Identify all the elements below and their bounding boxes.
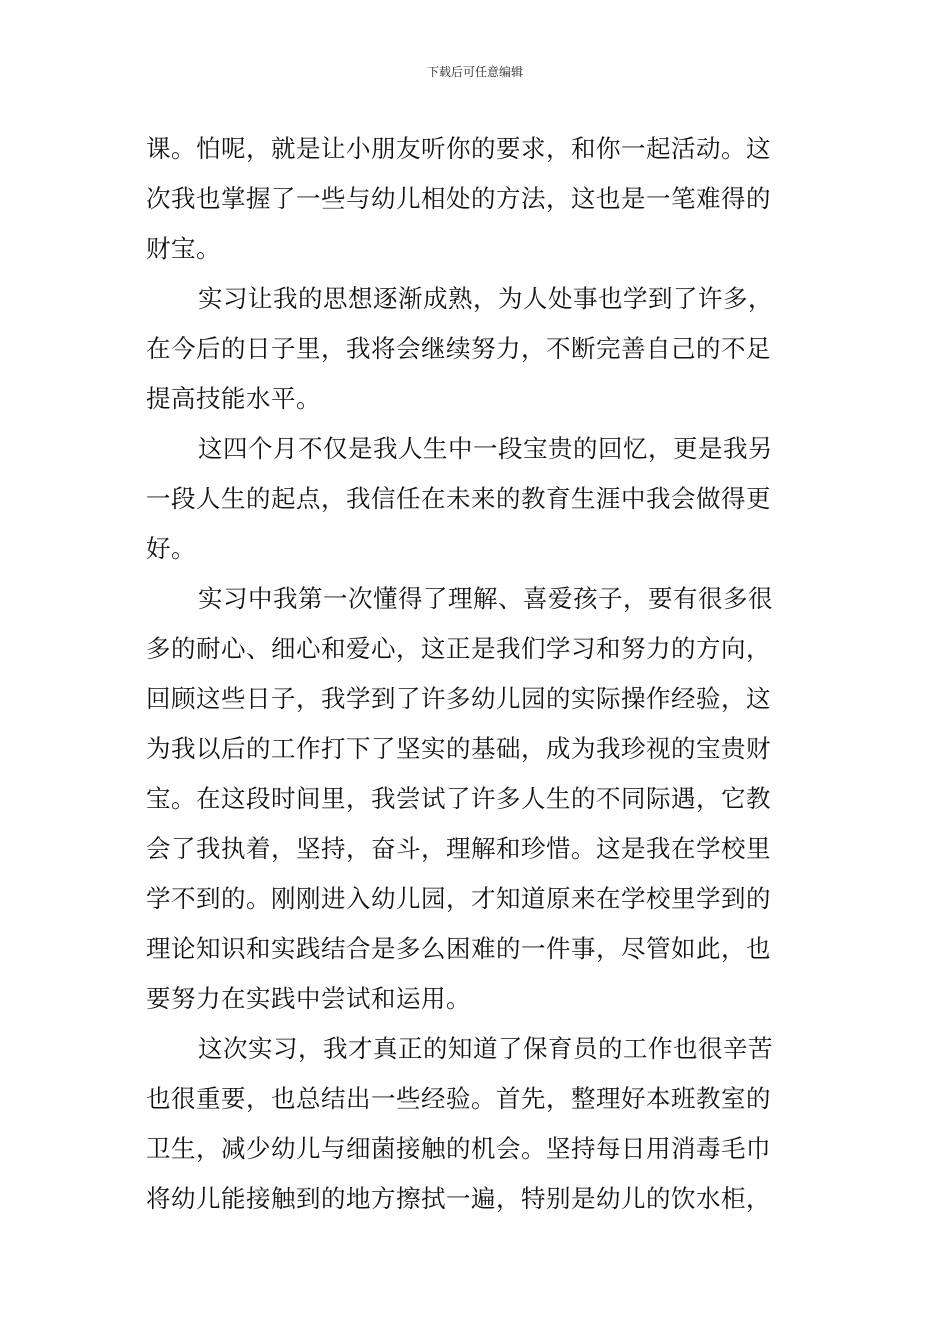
text-line: 多的耐心、细心和爱心，这正是我们学习和努力的方向，	[146, 634, 771, 663]
text-line: 回顾这些日子，我学到了许多幼儿园的实际操作经验，这	[146, 684, 771, 713]
paragraph	[146, 124, 810, 274]
text-line: 会了我执着，坚持，奋斗，理解和珍惜。这是我在学校里	[146, 834, 771, 863]
text-line: 理论知识和实践结合是多么困难的一件事，尽管如此，也	[146, 934, 771, 963]
paragraph	[146, 1024, 810, 1224]
text-line: 一段人生的起点，我信任在未来的教育生涯中我会做得更	[146, 484, 771, 513]
text-line: 好。	[146, 534, 196, 563]
paragraph	[146, 274, 810, 424]
text-line: 为我以后的工作打下了坚实的基础，成为我珍视的宝贵财	[146, 734, 771, 763]
text-line: 宝。在这段时间里，我尝试了许多人生的不同际遇，它教	[146, 784, 771, 813]
text-line: 卫生，减少幼儿与细菌接触的机会。坚持每日用消毒毛巾	[146, 1134, 771, 1163]
text-line: 课。怕呢，就是让小朋友听你的要求，和你一起活动。这	[146, 134, 771, 163]
text-line: 这次实习，我才真正的知道了保育员的工作也很辛苦	[198, 1034, 773, 1063]
text-line: 这四个月不仅是我人生中一段宝贵的回忆，更是我另	[198, 434, 773, 463]
text-line: 实习中我第一次懂得了理解、喜爱孩子，要有很多很	[198, 584, 773, 613]
text-line: 学不到的。刚刚进入幼儿园，才知道原来在学校里学到的	[146, 884, 771, 913]
page-header-note: 下载后可任意编辑	[426, 65, 523, 79]
paragraph	[146, 574, 810, 1024]
text-line: 次我也掌握了一些与幼儿相处的方法，这也是一笔难得的	[146, 184, 771, 213]
text-line: 将幼儿能接触到的地方擦拭一遍，特别是幼儿的饮水柜，	[146, 1184, 771, 1213]
paragraph	[146, 424, 810, 574]
document-body	[146, 124, 810, 1224]
text-line: 实习让我的思想逐渐成熟，为人处事也学到了许多，	[198, 284, 773, 313]
text-line: 在今后的日子里，我将会继续努力，不断完善自己的不足	[146, 334, 771, 363]
text-line: 财宝。	[146, 234, 221, 263]
text-line: 要努力在实践中尝试和运用。	[146, 984, 471, 1013]
text-line: 提高技能水平。	[146, 384, 321, 413]
text-line: 也很重要，也总结出一些经验。首先，整理好本班教室的	[146, 1084, 771, 1113]
